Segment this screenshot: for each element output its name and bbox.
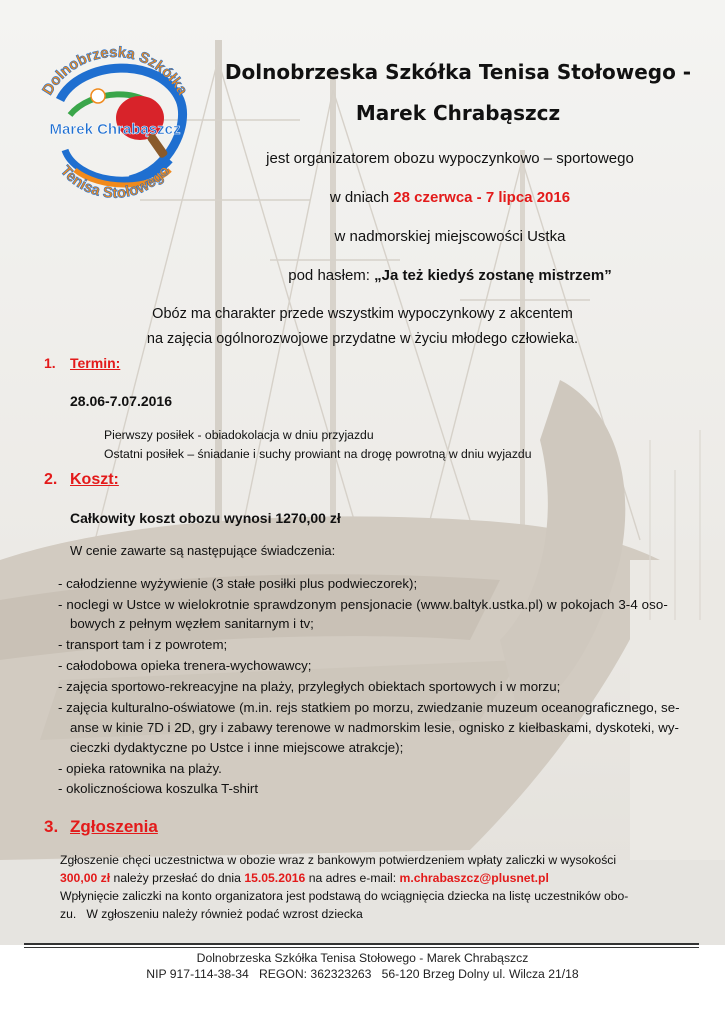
list-item: - zajęcia kulturalno-oświatowe (m.in. rejs statkiem po morzu, zwiedzanie muzeum oceanograficznego, se- — [58, 700, 680, 715]
organizer-line: jest organizatorem obozu wypoczynkowo – sportowego — [266, 150, 634, 167]
logo-arc-bottom-text: Tenisa Stołowego — [56, 162, 174, 202]
last-meal-note: Ostatni posiłek – śniadanie i suchy prowiant na drogę powrotną w dniu wyjazdu — [104, 447, 532, 461]
list-item: - całodzienne wyżywienie (3 stałe posiłki plus podwieczorek); — [58, 576, 418, 591]
section1-number: 1. — [44, 355, 56, 371]
list-item: - transport tam i z powrotem; — [58, 637, 228, 652]
school-logo — [20, 30, 210, 220]
list-item-continuation: cieczki dydaktyczne po Ustce i inne miejscowe atrakcje); — [70, 740, 404, 755]
section2-title: Koszt: — [70, 471, 119, 488]
footer-line2: NIP 917-114-38-34 REGON: 362323263 56-120 Brzeg Dolny ul. Wilcza 21/18 — [146, 967, 579, 981]
list-item: - opieka ratownika na plaży. — [58, 761, 222, 776]
motto-line — [200, 267, 700, 284]
intro-line2: na zajęcia ogólnorozwojowe przydatne w życiu młodego człowieka. — [146, 331, 579, 347]
deposit-amount: 300,00 zł — [60, 871, 111, 885]
contact-email-link[interactable]: m.chrabaszcz@plusnet.pl — [399, 871, 549, 885]
term-dates: 28.06-7.07.2016 — [70, 393, 172, 409]
section3-title: Zgłoszenia — [70, 817, 158, 836]
application-line2 — [60, 871, 549, 885]
list-item: - zajęcia sportowo-rekreacyjne na plaży, przyległych obiektach sportowych i w morzu; — [58, 679, 561, 694]
dates-prefix: w dniach — [329, 189, 390, 206]
application-email-label: na adres e-mail: — [308, 871, 397, 885]
footer-divider-thin — [24, 947, 699, 948]
place-line: w nadmorskiej miejscowości Ustka — [334, 228, 566, 245]
page-title-line2: Marek Chrabąszcz — [355, 101, 561, 125]
deadline-date: 15.05.2016 — [244, 871, 306, 885]
list-item: - okolicznościowa koszulka T-shirt — [58, 781, 259, 796]
application-line3: Wpłynięcie zaliczki na konto organizatora jest podstawą do wciągnięcia dziecka na listę uczestników obo- — [60, 889, 629, 903]
section1-title: Termin: — [70, 355, 121, 371]
camp-dates: 28 czerwca - 7 lipca 2016 — [393, 189, 571, 206]
application-line2-text: należy przesłać do dnia — [113, 871, 241, 885]
application-line1: Zgłoszenie chęci uczestnictwa w obozie wraz z bankowym potwierdzeniem wpłaty zaliczki w wysokości — [60, 853, 617, 867]
section3-number: 3. — [44, 817, 59, 836]
logo-center-text: Marek Chrabąszcz — [49, 121, 181, 138]
total-cost: Całkowity koszt obozu wynosi 1270,00 zł — [70, 510, 341, 526]
footer-line1: Dolnobrzeska Szkółka Tenisa Stołowego - Marek Chrabąszcz — [196, 951, 529, 965]
dates-line — [200, 189, 700, 206]
motto-prefix: pod hasłem: — [288, 267, 370, 284]
section2-number: 2. — [44, 471, 58, 488]
includes-intro: W cenie zawarte są następujące świadczenia: — [70, 543, 336, 558]
logo-arc-top-text: Dolnobrzeska Szkółka — [39, 43, 191, 99]
list-item-continuation: bowych z pełnym węzłem sanitarnym i tv; — [70, 616, 314, 631]
motto-text: „Ja też kiedyś zostanę mistrzem” — [374, 267, 612, 284]
application-line4: zu. W zgłoszeniu należy również podać wzrost dziecka — [60, 907, 363, 921]
intro-line1: Obóz ma charakter przede wszystkim wypoczynkowy z akcentem — [152, 306, 573, 322]
list-item-continuation: anse w kinie 7D i 2D, gry i zabawy terenowe w nadmorskim lesie, ognisko z kiełbaskami, dyskoteki, wy- — [70, 720, 679, 735]
first-meal-note: Pierwszy posiłek - obiadokolacja w dniu przyjazdu — [104, 428, 374, 442]
page-title-line1: Dolnobrzeska Szkółka Tenisa Stołowego - — [224, 60, 692, 84]
list-item: - całodobowa opieka trenera-wychowawcy; — [58, 658, 312, 673]
footer-divider — [24, 943, 699, 945]
list-item: - noclegi w Ustce w wielokrotnie sprawdzonym pensjonacie (www.baltyk.ustka.pl) w pokojach 3-4 oso- — [58, 597, 668, 612]
